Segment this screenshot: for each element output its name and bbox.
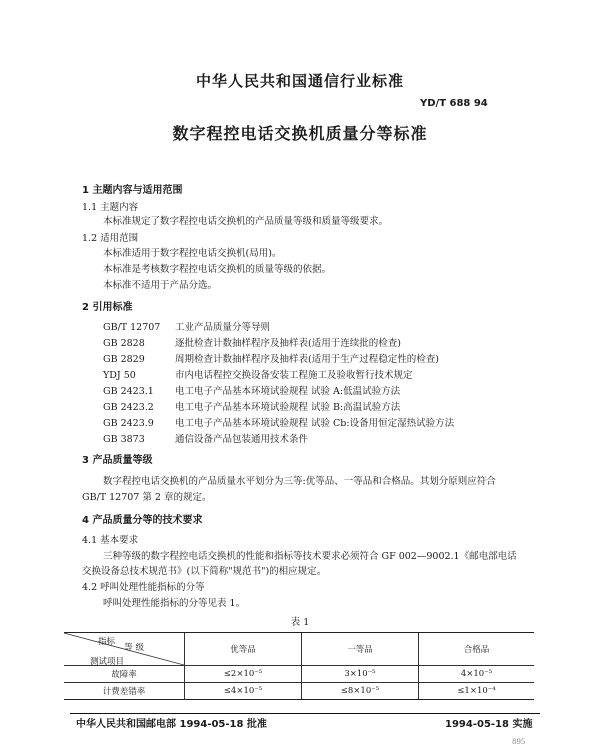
diag-label-grade: 等 级 <box>124 643 144 653</box>
paragraph: 三种等级的数字程控电话交换机的性能和指标等技术要求必须符合 GF 002—9002.1《邮电部电话 <box>103 551 517 562</box>
column-header: 一等品 <box>301 633 418 666</box>
column-header: 优等品 <box>185 633 302 666</box>
reference-title: 市内电话程控交换设备安装工程施工及验收暂行技术规定 <box>175 370 413 381</box>
approval-date: 中华人民共和国邮电部 1994-05-18 批准 <box>76 719 267 730</box>
diag-label-indicator: 指标 <box>98 637 116 647</box>
table-cell: ≤4×10⁻⁵ <box>185 683 302 700</box>
reference-title: 周期检查计数抽样程序及抽样表(适用于生产过程稳定性的检查) <box>175 354 439 365</box>
section-3-heading: 3 产品质量等级 <box>82 455 153 466</box>
reference-item <box>103 431 308 445</box>
subsection-4-1: 4.1 基本要求 <box>82 535 139 546</box>
reference-code: GB 2423.9 <box>103 418 154 429</box>
table-cell: ≤2×10⁻⁵ <box>185 666 302 683</box>
row-label: 计费差错率 <box>64 683 185 700</box>
table-caption: 表 1 <box>290 617 310 628</box>
row-label: 故障率 <box>64 666 185 683</box>
standard-code: YD/T 688 94 <box>420 98 488 109</box>
section-4-heading: 4 产品质量分等的技术要求 <box>82 515 203 526</box>
table-cell: 3×10⁻⁵ <box>301 666 418 683</box>
implementation-date: 1994-05-18 实施 <box>445 719 533 730</box>
paragraph: GB/T 12707 第 2 章的规定。 <box>82 492 212 503</box>
diagonal-header-cell <box>64 633 185 666</box>
paragraph: 本标准是考核数字程控电话交换机的质量等级的依据。 <box>103 264 332 275</box>
reference-code: GB 2828 <box>103 338 145 349</box>
reference-code: GB 2829 <box>103 354 145 365</box>
reference-code: GB/T 12707 <box>103 322 161 333</box>
reference-code: YDJ 50 <box>103 370 136 381</box>
table-cell: ≤8×10⁻⁵ <box>301 683 418 700</box>
subsection-4-2: 4.2 呼叫处理性能指标的分等 <box>82 582 205 593</box>
reference-title: 电工电子产品基本环境试验规程 试验 B:高温试验方法 <box>175 402 401 413</box>
reference-item <box>103 351 439 365</box>
paragraph: 交换设备总技术规范书》(以下简称"规范书")的相应规定。 <box>82 566 327 577</box>
paragraph: 呼叫处理性能指标的分等见表 1。 <box>103 598 246 609</box>
issuing-organization: 中华人民共和国通信行业标准 <box>195 72 404 90</box>
section-2-heading: 2 引用标准 <box>82 302 133 313</box>
reference-title: 电工电子产品基本环境试验规程 试验 A:低温试验方法 <box>175 386 401 397</box>
table-cell: ≤1×10⁻⁴ <box>418 683 534 700</box>
paragraph: 本标准规定了数字程控电话交换机的产品质量等级和质量等级要求。 <box>103 216 389 227</box>
column-header: 合格品 <box>418 633 534 666</box>
reference-title: 逐批检查计数抽样程序及抽样表(适用于连续批的检查) <box>175 338 401 349</box>
paragraph: 数字程控电话交换机的产品质量水平划分为三等:优等品、一等品和合格品。其划分原则应符合 <box>103 476 496 487</box>
table-row <box>64 683 534 700</box>
reference-title: 工业产品质量分等导则 <box>175 322 271 333</box>
paragraph: 本标准不适用于产品分选。 <box>103 280 218 291</box>
reference-item <box>103 367 413 381</box>
reference-item <box>103 383 400 397</box>
reference-code: GB 3873 <box>103 434 145 445</box>
subsection-1-2: 1.2 适用范围 <box>82 233 139 244</box>
reference-item <box>103 319 270 333</box>
footer-rule <box>70 713 540 714</box>
table-header-row <box>64 633 534 666</box>
reference-code: GB 2423.2 <box>103 402 154 413</box>
reference-item <box>103 415 454 429</box>
reference-item <box>103 335 401 349</box>
diag-label-test-item: 测试项目 <box>90 657 125 667</box>
document-title: 数字程控电话交换机质量分等标准 <box>172 124 428 143</box>
subsection-1-1: 1.1 主题内容 <box>82 202 139 213</box>
reference-code: GB 2423.1 <box>103 386 154 397</box>
reference-item <box>103 399 400 413</box>
paragraph: 本标准适用于数字程控电话交换机(局用)。 <box>103 248 282 259</box>
page-number: 895 <box>512 738 526 746</box>
reference-title: 通信设备产品包装通用技术条件 <box>175 434 309 445</box>
grading-table <box>64 632 534 700</box>
section-1-heading: 1 主题内容与适用范围 <box>82 185 183 196</box>
table-row <box>64 666 534 683</box>
reference-title: 电工电子产品基本环境试验规程 试验 Cb:设备用恒定湿热试验方法 <box>175 418 455 429</box>
table-cell: 4×10⁻⁵ <box>418 666 534 683</box>
